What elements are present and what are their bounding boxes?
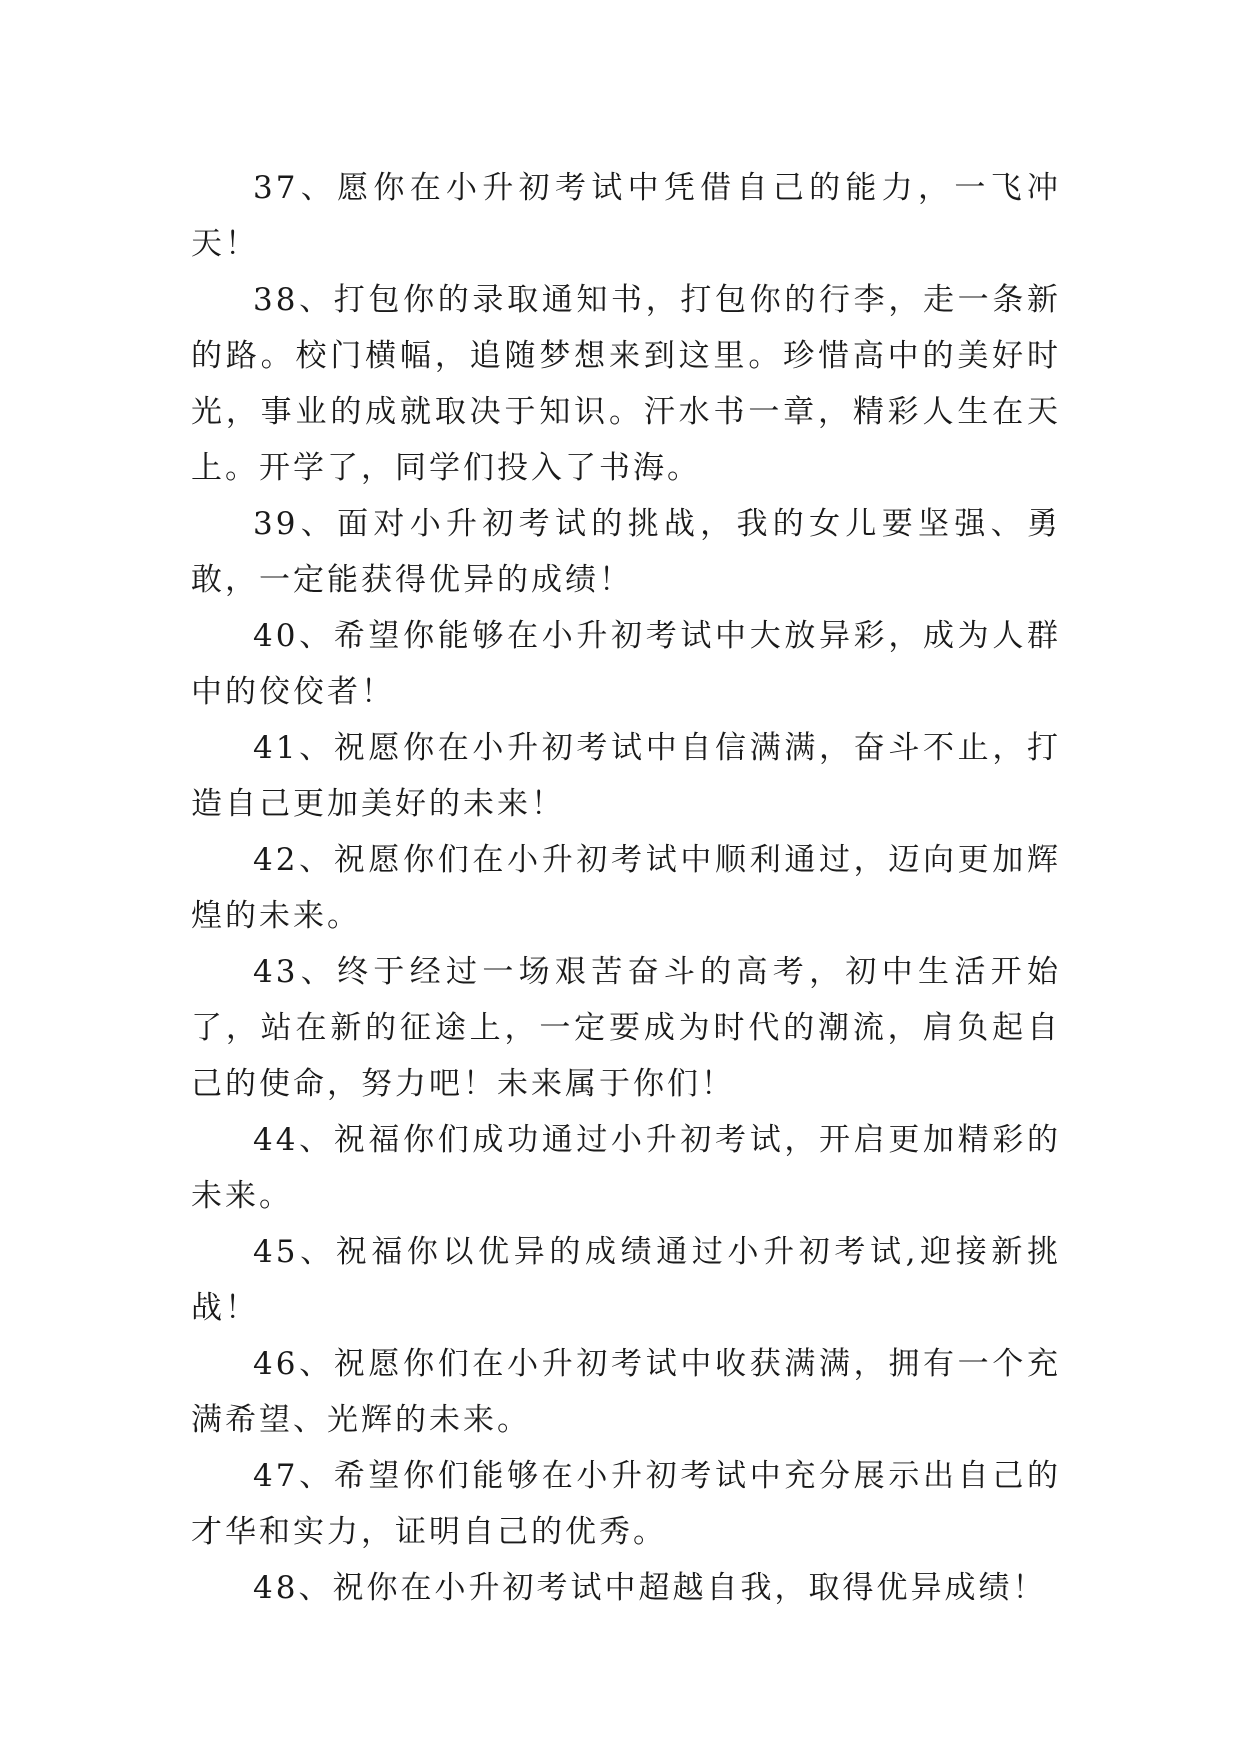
paragraph-39: 39、面对小升初考试的挑战，我的女儿要坚强、勇敢，一定能获得优异的成绩！: [191, 506, 1061, 598]
paragraph-47: 47、希望你们能够在小升初考试中充分展示出自己的才华和实力，证明自己的优秀。: [191, 1458, 1061, 1550]
paragraph-41: 41、祝愿你在小升初考试中自信满满，奋斗不止，打造自己更加美好的未来！: [191, 730, 1061, 822]
paragraph-43: 43、终于经过一场艰苦奋斗的高考，初中生活开始了，站在新的征途上，一定要成为时代的潮流，肩负起自己的使命，努力吧！未来属于你们！: [191, 954, 1061, 1102]
document-body: [191, 160, 1061, 1616]
paragraph-40: 40、希望你能够在小升初考试中大放异彩，成为人群中的佼佼者！: [191, 618, 1061, 710]
paragraph-45: 45、祝福你以优异的成绩通过小升初考试,迎接新挑战！: [191, 1234, 1061, 1326]
paragraph-44: 44、祝福你们成功通过小升初考试，开启更加精彩的未来。: [191, 1122, 1061, 1214]
paragraph-46: 46、祝愿你们在小升初考试中收获满满，拥有一个充满希望、光辉的未来。: [191, 1346, 1061, 1438]
paragraph-38: 38、打包你的录取通知书，打包你的行李，走一条新的路。校门横幅，追随梦想来到这里。珍惜高中的美好时光，事业的成就取决于知识。汗水书一章，精彩人生在天上。开学了，同学们投入了书海。: [191, 282, 1061, 486]
paragraph-37: 37、愿你在小升初考试中凭借自己的能力，一飞冲天！: [191, 170, 1061, 262]
paragraph-48: 48、祝你在小升初考试中超越自我，取得优异成绩！: [253, 1570, 1047, 1606]
paragraph-42: 42、祝愿你们在小升初考试中顺利通过，迈向更加辉煌的未来。: [191, 842, 1061, 934]
